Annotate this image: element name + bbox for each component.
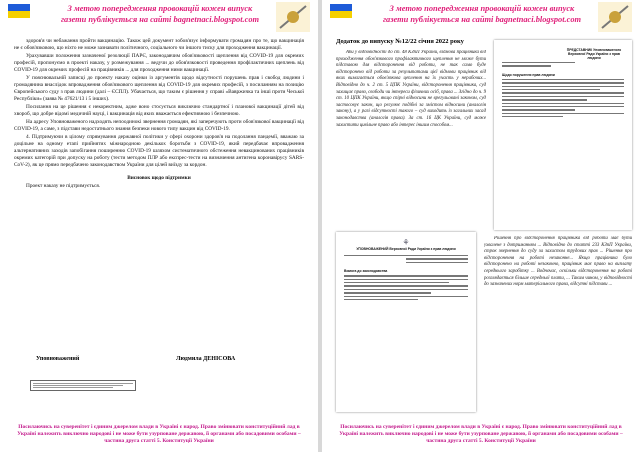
bayonet-emblem-icon — [276, 2, 310, 32]
coat-of-arms-icon: ⚘ — [402, 238, 410, 247]
digital-signature-stamp — [30, 380, 150, 393]
header-text: З метою попередження провокацій кожен випуск газети публікується на сайті bagnetnaci.blogspot.com — [60, 4, 260, 24]
right-page — [322, 0, 640, 452]
paragraph: На адресу Уповноваженого надходять непоодинокі звернення громадян, які заперечують проти обов'язкової вакцинації від COVID-19, а саме, з підстави недостатнього знання безпеки нового типу вакцин від COVID-19. — [14, 119, 304, 132]
signature-block — [36, 356, 286, 362]
doc-subtitle: Вимога до законодавства — [344, 269, 388, 274]
signer-title: Уповноважений — [36, 356, 80, 362]
page-header — [0, 0, 318, 36]
paragraph: Посилання на це рішення є некоректним, адже воно стосується виключно стандартної і планової вакцинації дітей від хвороб, що добре відомі медичній науці, і вакцинація від яких вважається ефективною і безпечною. — [14, 104, 304, 117]
supplement-title: Додаток до випуску №12/22 січня 2022 року — [336, 38, 464, 45]
paragraph: Аби у відповідності до ст. 48 КЗпП України, відмова працівника від проходження обов'язкового профілактичного щеплення не може бути підставою для відсторонення від роботи, не так само буде відсторонено від роботи за результатами цієї відмови працівник від яких вимагається обов'язкова цеплення на їх участь у нерабочих... Відповідно до ч. 2 ст. 5 ЦПК України, відсторонення працівника, суд захищає право, свободи чи інтереси фізичних осіб, права ... Згідно до ч. 9 ст. 10 ЦПК України, якщо спірні відносини не врегульовані законом, суд застосовує закон, що регулює подібні за змістом відносини (аналогія закону), а у разі відсутності такого – суд виходить із загальних засад законодавства (аналогія права). За ст. 16 ЦК України, суд може захистити цивільне право або інтерес іншим способом... — [336, 50, 486, 128]
page-header — [322, 0, 640, 36]
paragraph: 4. Підтримуючи в цілому спрямування державної політики у сфері охорони здоров'я на подолання пандемії, вважаю за доцільне на одному етапі прийнятих міжнародною декількох боротьби з COVID-19, який передбачає впровадження альтернативних заходів запобігання поширенню COVID-19 шляхом систематичного обстеження невакцинованих працівників окремих категорій при допуску на роботу (тести методом ПЛР або експрес-тести на визначення антигена коронавірусу SARS-CoV-2), як це прямо передбачено законодавством України для цілей виїзду за кордон. — [14, 134, 304, 168]
paragraph: здоров'я чи небажання пройти вакцинацію. Також цей документ зобов'язує інформувати громадян про те, що вакцинація не є обов'язковою, що ніхто не може зазнавати політичного, соціального чи іншого тиску для проходження вакцинації. — [14, 38, 304, 51]
paragraph: Урахувавши положення зазначеної резолюції ПАРЄ, законодавчим обов'язковості щеплення від COVID-19 для окремих професій, пропонуємо в проекті наказу, у розмежування ... ведучи до обов'язковості проведення профілактичних щеплень від COVID-19 для окремих професій на працівників ... для проходження ними вакцинації. — [14, 53, 304, 73]
ukraine-flag-icon — [8, 4, 30, 18]
conclusion-text: Проект наказу не підтримується. — [26, 183, 101, 189]
italic-column-bottom — [484, 236, 632, 414]
doc-subtitle: Щодо порушення прав людини — [502, 72, 555, 77]
left-page — [0, 0, 318, 452]
paragraph: У пояснювальній записці до проекту наказу оцінки із аргументів щодо відсутності порушень прав і свобод людини і громадянина внаслідок впровадження обов'язкового щеплення від COVID-19 для окремих професій, з посиланням на позицію Європейського суду з прав людини (далі – ЄСПЛ). Убачається, що таким є рішення у справі «Вавржичка та інші проти Чеської Республіки» (заява № 47621/13 і 5 інших). — [14, 75, 304, 102]
paragraph: Рішення про відсторонення працівника від роботи має бути ухвалене з дотриманням ... Відповідно до статті 233 КЗпП України, строк звернення до суду за захистом трудових прав ... Рішення про відсторонення на роботі незаконне... Якщо працівника було відсторонено на роботі незаконно, працівник має право на виплату середнього заробітку ... Водночас, оскільки відсторонення на роботі розглядається більше середньої плати, ... Таким чином, у відповідності до зазначених норм матеріального права, відсутні підстави ... — [484, 236, 632, 288]
letter-body — [14, 38, 304, 191]
ukraine-flag-icon — [330, 4, 352, 18]
footer-text: Посилаючись на суверенітет і єдиним джерелом влади в Україні є народ. Право змінювати конституційний лад в Україні належить виключно народові і не може бути узурповане державою, її органами або посадовими особами – частина друга статті 5. Конституції України — [339, 424, 623, 444]
footer-text: Посилаючись на суверенітет і єдиним джерелом влади в Україні є народ. Право змінювати конституційний лад в Україні належить виключно народові і не може бути узурповане державою, її органами або посадовими особами – частина друга статті 5. Конституції України — [17, 424, 301, 444]
italic-column-top — [336, 50, 486, 225]
page-footer — [0, 418, 318, 452]
signer-name: Людмила ДЕНІСОВА — [176, 356, 236, 362]
bayonet-emblem-icon — [598, 2, 632, 32]
header-text: З метою попередження провокацій кожен випуск газети публікується на сайті bagnetnaci.blogspot.com — [382, 4, 582, 24]
doc-title: УПОВНОВАЖЕНИЙ Верховної Ради України з прав людини — [356, 247, 456, 251]
conclusion-title: Висновок щодо підтримки — [127, 175, 191, 181]
scanned-letter-2 — [336, 232, 476, 412]
doc-title: ПРЕДСТАВНИК Уповноваженого Верховної Ради України з прав людини — [566, 48, 622, 60]
page-footer — [322, 418, 640, 452]
scanned-letter-1 — [494, 40, 632, 230]
